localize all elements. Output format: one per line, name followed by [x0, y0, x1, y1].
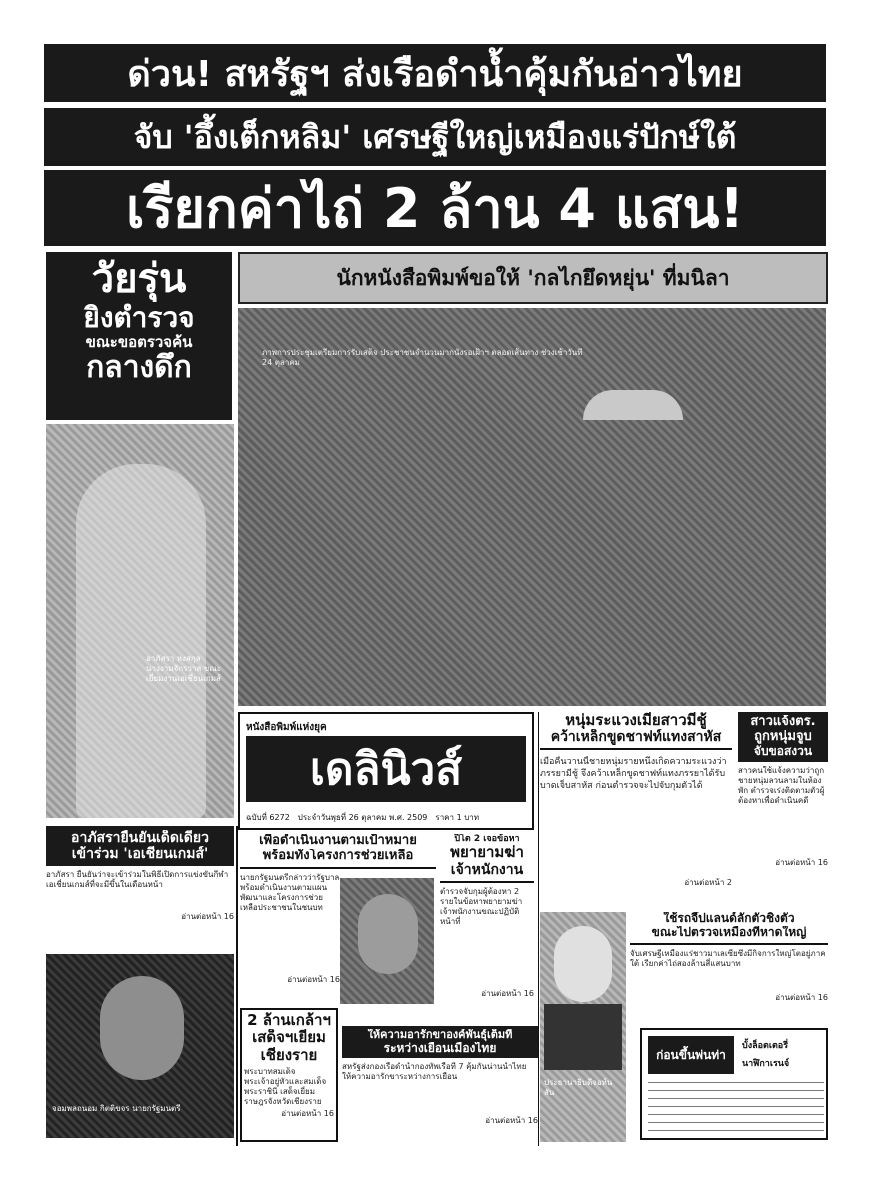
story-plan-title-2: พร้อมทั้งโครงการช่วยเหลือ: [240, 849, 436, 869]
president-caption: ประธานาธิบดีจอห์นสัน: [544, 1078, 613, 1097]
story-girl: [738, 712, 828, 908]
story-husband-body: เมื่อคืนวานนี้ชายหนุ่มรายหนึ่งเกิดความระแวงว่าภรรยามีชู้ จึงคว้าเหล็กขูดชาฟท์แทงภรรยาได้รับบาดเจ็บสาหัส ก่อนตำรวจจะไปจับกุมตัวได้: [540, 757, 727, 792]
president-face: [554, 926, 612, 1002]
story-apasra-title-1: อาภัสรายืนยันเด็ดเดี่ยว: [71, 830, 209, 846]
story-kidnap-title-1: ใช้รถจี๊ปแลนด์ลักตัวชิงตัว: [663, 912, 795, 925]
story-attempt: [440, 834, 534, 1020]
story-blessing-continue: อ่านต่อหน้า 16: [485, 1116, 538, 1126]
story-plan-title-1: เพื่อดำเนินงานตามเป้าหมาย: [259, 834, 417, 848]
pm-photo-caption: จอมพลถนอม กิตติขจร นายกรัฐมนตรี: [52, 1104, 181, 1113]
masthead-issue-row: [246, 808, 530, 826]
story-apasra-title-2: เข้าร่วม 'เอเชี่ยนเกมส์': [71, 846, 209, 863]
story-blessing-title-1: ให้ความอารักขาองค์พันธุ์เต็มที่: [367, 1029, 513, 1041]
masthead-date: ประจำวันพุธที่ 26 ตุลาคม พ.ศ. 2509: [297, 812, 428, 822]
story-husband: [540, 712, 732, 908]
headline-line-3: เรียกค่าไถ่ 2 ล้าน 4 แสน!: [44, 170, 826, 246]
story-apasra-body: อาภัสรา ยืนยันว่าจะเข้าร่วมในพิธีเปิดการแข่งขันกีฬาเอเชี่ยนเกมส์ที่จะมีขึ้นในเดือนหน้า: [46, 870, 229, 890]
story-attempt-continue: อ่านต่อหน้า 16: [481, 988, 534, 998]
story-kidnap-continue: อ่านต่อหน้า 16: [775, 992, 828, 1002]
story-girl-title-1: สาวแจ้งตร.: [750, 715, 816, 729]
story-blessing-body: สหรัฐส่งกองเรือดำน้ำกองทัพเรือที่ 7 คุ้มกันน่านน้ำไทย ให้ความอารักขาระหว่างการเยือน: [342, 1062, 527, 1082]
headline-line-1: ด่วน! สหรัฐฯ ส่งเรือดำน้ำคุ้มกันอ่าวไทย: [44, 44, 826, 102]
story-husband-title-2: คว้าเหล็กขูดชาฟท์แทงสาหัส: [540, 729, 732, 750]
story-teen-title-4: กลางดึก: [86, 351, 192, 386]
story-girl-continue: อ่านต่อหน้า 16: [775, 857, 828, 867]
ad-item-2: นาฬิกาเรนจ์: [742, 1059, 790, 1069]
ad-item-1: บั้งล็อตเตอรี่: [742, 1041, 789, 1051]
pm-photo: [46, 954, 234, 1138]
pm-face: [100, 976, 184, 1080]
story-kidnap-body: จับเศรษฐีเหมืองแร่ชาวมาเลเซียซึ่งมีกิจการใหญ่โตอยู่ภาคใต้ เรียกค่าไถ่สองล้านสี่แสนบาท: [630, 948, 826, 968]
story-2million-continue: อ่านต่อหน้า 16: [281, 1108, 334, 1118]
story-2million-title-3: เชียงราย: [260, 1046, 318, 1064]
story-2million-body: พระบาทสมเด็จพระเจ้าอยู่หัวและสมเด็จพระราชินี เสด็จเยี่ยมราษฎรจังหวัดเชียงราย: [244, 1066, 327, 1106]
story-attempt-title-2: เจ้าหนักงาน: [440, 862, 534, 883]
crowd-photo: [238, 308, 826, 706]
story-girl-title-3: จับขอสงวน: [753, 744, 813, 758]
story-teen-shooting: [46, 252, 232, 420]
portrait-figure: [76, 464, 206, 818]
story-attempt-title-1: พยายามฆ่า: [450, 844, 524, 862]
story-girl-body: สาวคนใช้แจ้งความว่าถูกชายหนุ่มลวนลามในห้องพัก ตำรวจเร่งติดตามตัวผู้ต้องหาเพื่อดำเนินคดี: [738, 765, 825, 805]
story-husband-continue: อ่านต่อหน้า 2: [684, 878, 732, 888]
story-manila-title: นักหนังสือพิมพ์ขอให้ 'กลไกยึดหยุ่น' ที่มนิลา: [238, 252, 828, 304]
story-2million-title-2: เสด็จฯเยี่ยม: [252, 1029, 326, 1047]
story-2million: [240, 1008, 338, 1142]
story-kidnap-title-2: ขณะไปตรวจเหมืองที่หาดใหญ่: [630, 926, 828, 945]
story-teen-title-3: ขณะขอตรวจค้น: [85, 334, 193, 352]
crowd-photo-caption: ภาพการประชุมเตรียมการรับเสด็จ ประชาชนจำนวนมากนั่งรอเฝ้าฯ ตลอดเส้นทาง ช่วงเช้าวันที่ 24 ตุลาคม: [262, 348, 583, 367]
story-girl-title-2: ถูกหนุ่มจูบ: [754, 729, 812, 744]
president-suit: [544, 1004, 622, 1070]
story-attempt-body: ตำรวจจับกุมผู้ต้องหา 2 รายในข้อหาพยายามฆ่าเจ้าพนักงานขณะปฏิบัติหน้าที่: [440, 886, 523, 926]
story-teen-title-2: ยิงตำรวจ: [83, 302, 195, 334]
mugshot-photo: [340, 878, 434, 1004]
masthead-price: ราคา 1 บาท: [435, 812, 480, 822]
story-apasra-continue: อ่านต่อหน้า 16: [181, 912, 234, 922]
story-blessing: [342, 1026, 538, 1146]
story-kidnap: [630, 912, 828, 1024]
mugshot-face: [358, 894, 418, 974]
masthead: [238, 712, 534, 830]
story-2million-title-1: 2 ล้านเกล้าฯ: [247, 1012, 331, 1029]
portrait-photo: [46, 424, 234, 818]
masthead-issue: ฉบับที่ 6272: [246, 812, 290, 822]
portrait-caption: อาภัสรา หงสกุล นางงามจักรวาล ขณะเยี่ยมงานเอเชี่ยนเกมส์: [146, 654, 221, 683]
story-blessing-title-2: ระหว่างเยือนเมืองไทย: [383, 1041, 497, 1055]
ad-brand: ก่อนขึ้นพ่นท่า: [648, 1036, 734, 1074]
column-rule: [538, 712, 539, 1146]
story-apasra: [46, 826, 234, 950]
story-plan-continue: อ่านต่อหน้า 16: [287, 974, 340, 984]
story-teen-title-1: วัยรุ่น: [91, 256, 187, 302]
story-attempt-kicker: ปิโต 2 เจอข้อหา: [454, 834, 520, 844]
story-plan-body: นายกรัฐมนตรีกล่าวว่ารัฐบาลพร้อมดำเนินงานตามแผนพัฒนาและโครงการช่วยเหลือประชาชนในชนบท: [240, 872, 340, 912]
umbrella-shape: [583, 390, 683, 420]
masthead-name: เดลินิวส์: [246, 736, 526, 802]
column-rule: [236, 826, 238, 1146]
ad-fine-print: [648, 1082, 824, 1136]
advertisement: [640, 1028, 828, 1140]
masthead-tagline: หนังสือพิมพ์แห่งยุค: [246, 722, 327, 733]
president-photo: [540, 912, 626, 1142]
story-husband-title-1: หนุ่มระแวงเมียสาวมีชู้: [565, 712, 707, 729]
headline-line-2: จับ 'อึ้งเต็กหลิม' เศรษฐีใหญ่เหมืองแร่ปักษ์ใต้: [44, 108, 826, 166]
